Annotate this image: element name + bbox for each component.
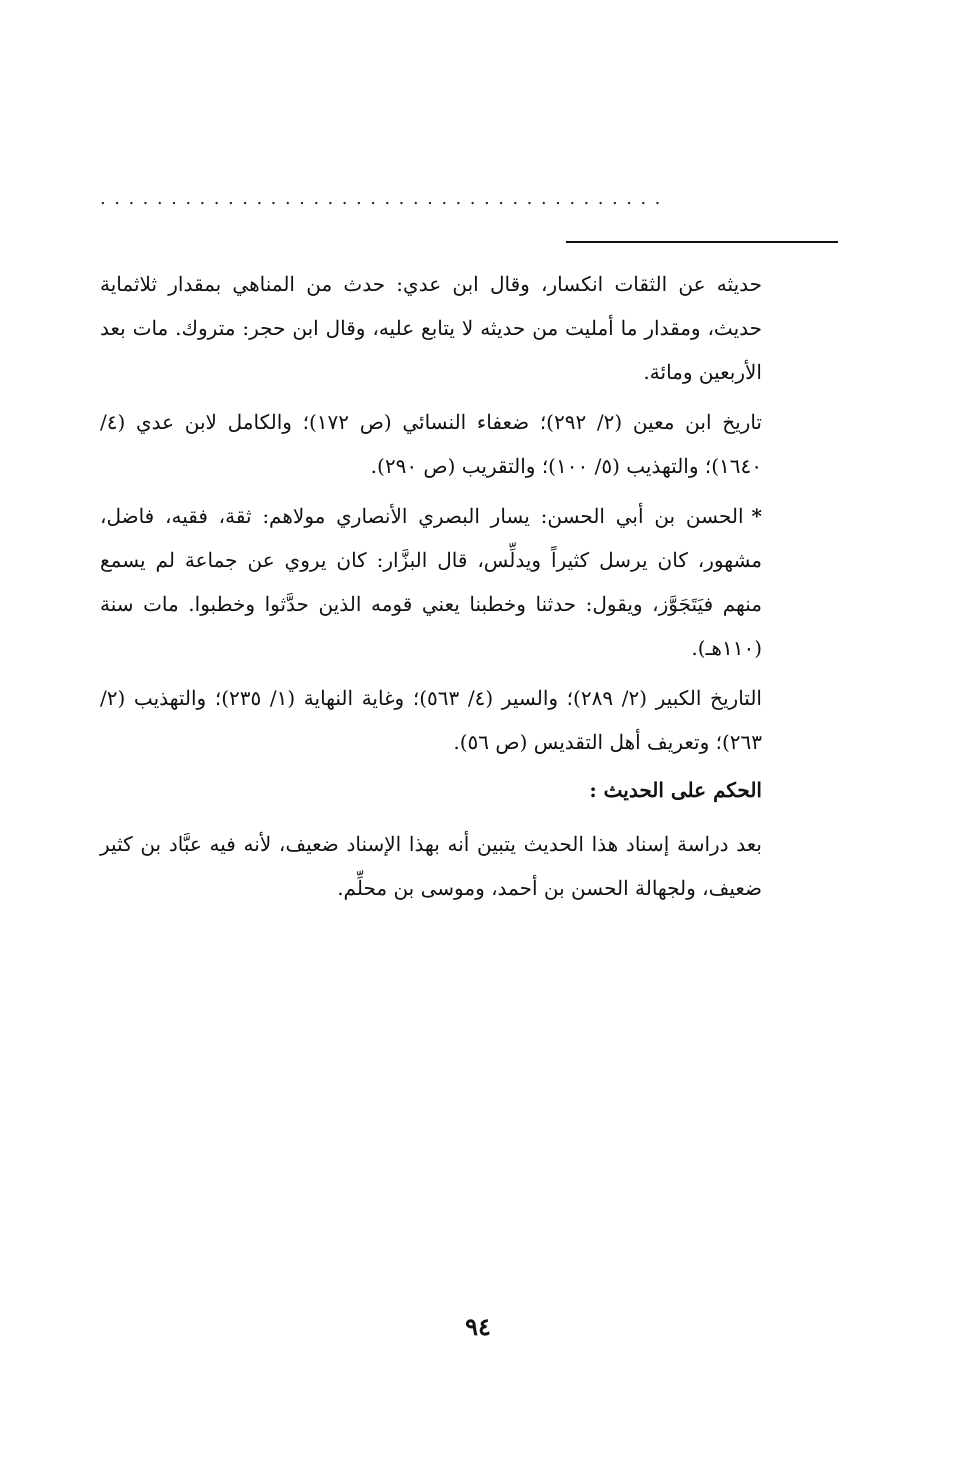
section-heading: الحكم على الحديث :	[589, 778, 762, 802]
narrator-biography-paragraph	[100, 494, 762, 670]
dotted-separator: ........................................	[100, 188, 669, 209]
asterisk-marker: *	[751, 504, 762, 528]
footnote-rule	[566, 241, 838, 243]
references-paragraph-2: التاريخ الكبير (٢/ ٢٨٩)؛ والسير (٤/ ٥٦٣)؛ وغاية النهاية (١/ ٢٣٥)؛ والتهذيب (٢/ ٢٦٣)؛ وتعريف أهل التقديس (ص ٥٦).	[100, 686, 762, 754]
page-number: ٩٤	[465, 1312, 491, 1341]
references-paragraph: تاريخ ابن معين (٢/ ٢٩٢)؛ ضعفاء النسائي (ص ١٧٢)؛ والكامل لابن عدي (٤/ ١٦٤٠)؛ والتهذيب (٥/ ١٠٠)؛ والتقريب (ص ٢٩٠).	[100, 410, 762, 478]
narrator-biography-text: الحسن بن أبي الحسن: يسار البصري الأنصاري مولاهم: ثقة، فقيه، فاضل، مشهور، كان يرسل كثيراً ويدلِّس، قال البزَّار: كان يروي عن جماعة لم يسمع منهم فيَتَجَوَّز، ويقول: حدثنا وخطبنا يعني قومه الذين حدَّثوا وخطبوا. مات سنة (١١٠هـ).	[100, 504, 762, 660]
page-body	[100, 262, 762, 914]
ruling-paragraph: بعد دراسة إسناد هذا الحديث يتبين أنه بهذا الإسناد ضعيف، لأنه فيه عبَّاد بن كثير ضعيف، ولجهالة الحسن بن أحمد، وموسى بن محلِّم.	[100, 832, 762, 900]
narrator-note-paragraph: حديثه عن الثقات انكسار، وقال ابن عدي: حدث من المناهي بمقدار ثلاثماية حديث، ومقدار ما أمليت من حديثه لا يتابع عليه، وقال ابن حجر: متروك. مات بعد الأربعين ومائة.	[100, 272, 762, 384]
